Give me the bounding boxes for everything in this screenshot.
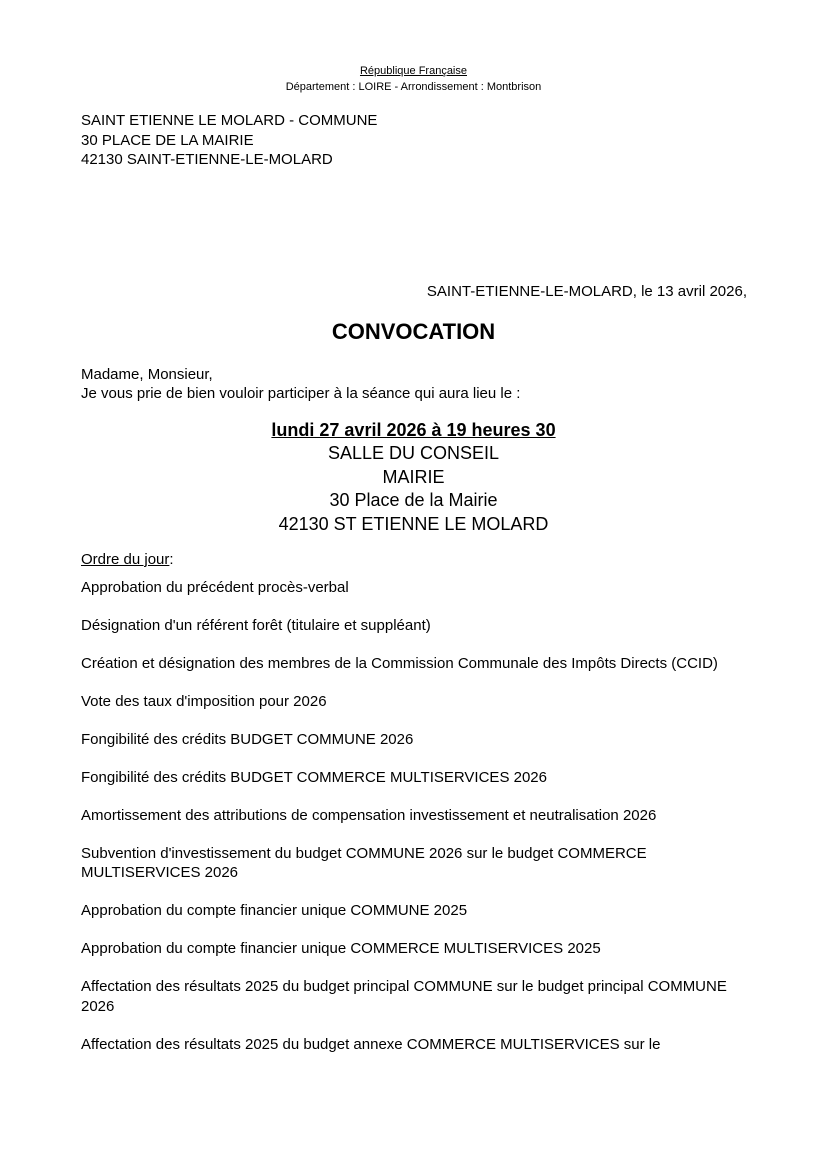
greeting: Madame, Monsieur,: [81, 366, 213, 383]
agenda-section: [81, 550, 741, 1054]
document-header: [0, 63, 827, 95]
agenda-item: Affectation des résultats 2025 du budget annexe COMMERCE MULTISERVICES sur le: [81, 1035, 661, 1053]
meeting-details: [0, 419, 827, 536]
intro-text: [81, 366, 520, 403]
sender-line-3: 42130 SAINT-ETIENNE-LE-MOLARD: [81, 151, 333, 168]
agenda-label: Ordre du jour:: [81, 551, 174, 568]
agenda-item: Approbation du compte financier unique COMMUNE 2025: [81, 902, 468, 919]
meeting-street: 30 Place de la Mairie: [329, 490, 498, 511]
agenda-item: Désignation d'un référent forêt (titulaire et suppléant): [81, 616, 431, 634]
agenda-item: Approbation du précédent procès-verbal: [81, 578, 349, 596]
place-date: SAINT-ETIENNE-LE-MOLARD, le 13 avril 2026,: [426, 283, 747, 300]
agenda-item: Fongibilité des crédits BUDGET COMMERCE MULTISERVICES 2026: [81, 768, 547, 786]
meeting-building: MAIRIE: [382, 466, 445, 487]
agenda-list: [81, 578, 741, 1055]
agenda-item: Vote des taux d'imposition pour 2026: [81, 692, 327, 710]
agenda-item: Subvention d'investissement du budget COMMUNE 2026 sur le budget COMMERCE MULTISERVICES 2026: [81, 844, 647, 881]
meeting-date-time: lundi 27 avril 2026 à 19 heures 30: [271, 420, 556, 440]
agenda-item: Amortissement des attributions de compensation investissement et neutralisation 2026: [81, 806, 657, 824]
republic-heading: République Française: [359, 65, 467, 77]
meeting-room: SALLE DU CONSEIL: [327, 443, 500, 464]
meeting-city: 42130 ST ETIENNE LE MOLARD: [278, 513, 549, 534]
sender-line-2: 30 PLACE DE LA MAIRIE: [81, 131, 254, 149]
agenda-item: Approbation du compte financier unique COMMERCE MULTISERVICES 2025: [81, 940, 601, 957]
agenda-item: Création et désignation des membres de la Commission Communale des Impôts Directs (CCID): [81, 654, 718, 672]
sender-address: [81, 111, 377, 170]
sender-line-1: SAINT ETIENNE LE MOLARD - COMMUNE: [81, 112, 378, 129]
invitation-sentence: Je vous prie de bien vouloir participer à la séance qui aura lieu le :: [81, 384, 521, 402]
agenda-item: Fongibilité des crédits BUDGET COMMUNE 2026: [81, 730, 414, 748]
document-title: CONVOCATION: [331, 319, 496, 344]
agenda-item: Affectation des résultats 2025 du budget principal COMMUNE sur le budget principal COMMUNE 2026: [81, 978, 727, 1015]
department-line: Département : LOIRE - Arrondissement : Montbrison: [285, 81, 542, 93]
